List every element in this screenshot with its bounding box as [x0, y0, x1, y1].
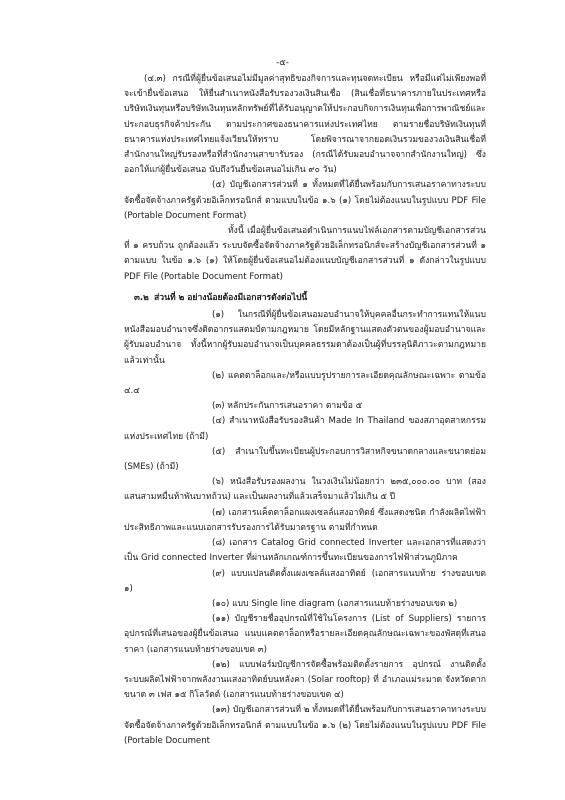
list-item: (๘) เอกสาร Catalog Grid connected Inverter และเอกสารที่แสดงว่าเป็น Grid connected Inverter ที่ผ่านหลักเกณฑ์การขึ้นทะเบียนของการไฟฟ้าส่วนภูมิภาค: [124, 538, 486, 564]
paragraph-5: (๕) บัญชีเอกสารส่วนที่ ๑ ทั้งหมดที่ได้ยื่นพร้อมกับการเสนอราคาทางระบบจัดซื้อจัดจ้างภาครัฐด้วยอิเล็กทรอนิกส์ ตามแบบในข้อ ๑.๖ (๑) โดยไม่ต้องแนบในรูปแบบ PDF File (Portable Document Format): [124, 180, 486, 221]
page-number: -๕-: [276, 58, 289, 68]
section-number: ๓.๒: [134, 292, 149, 303]
list-item: (๗) เอกสารแค็ตตาล็อกแผงเซลล์แสงอาทิตย์ ซึ่งแสดงชนิด กำลังผลิตไฟฟ้าประสิทธิภาพและแนบเอกสารรับรองการได้รับมาตรฐาน ตามที่กำหนด: [124, 507, 486, 533]
list-item: (๑๓) บัญชีเอกสารส่วนที่ ๒ ทั้งหมดที่ได้ยื่นพร้อมกับการเสนอราคาทางระบบจัดซื้อจัดจ้างภาครัฐด้วยอิเล็กทรอนิกส์ ตามแบบในข้อ ๑.๖ (๒) โดยไม่ต้องแนบในรูปแบบ PDF File (Portable Document: [124, 705, 486, 746]
list-item: (๑๒) แบบฟอร์มบัญชีการจัดซื้อพร้อมติดตั้งรายการ อุปกรณ์ งานติดตั้งระบบผลิตไฟฟ้าจากพลังงานแสงอาทิตย์บนหลังคา (Solar rooftop) ที่ อำเภอแม่ระมาด จังหวัดตาก ขนาด ๓ เฟส ๑๕ กิโลวัตต์ (เอกสารแนบท้ายร่างขอบเขต ๔): [124, 659, 486, 701]
document-body: [124, 72, 486, 749]
section-title: ส่วนที่ ๒ อย่างน้อยต้องมีเอกสารดังต่อไปนี้: [154, 292, 308, 303]
list-item: (๑๑) บัญชีรายชื่ออุปกรณ์ที่ใช้ในโครงการ (List of Suppliers) รายการอุปกรณ์ที่เสนอของผู้ยื่นข้อเสนอ แนบแคตตาล็อกหรือรายละเอียดคุณลักษณะเฉพาะของพัสดุที่เสนอราคา (เอกสารแนบท้ายร่างขอบเขต ๓): [124, 614, 486, 655]
paragraph-4-3: (๔.๓) กรณีที่ผู้ยื่นข้อเสนอไม่มีมูลค่าสุทธิของกิจการและทุนจดทะเบียน หรือมีแต่ไม่เพียงพอที่จะเข้ายื่นข้อเสนอ ให้ยื่นสำเนาหนังสือรับรองวงเงินสินเชื่อ (สินเชื่อที่ธนาคารภายในประเทศหรือบริษัทเงินทุนหรือบริษัทเงินทุนหลักทรัพย์ที่ได้รับอนุญาตให้ประกอบกิจการเงินทุนเพื่อการพาณิชย์และประกอบธุรกิจค้าประกัน ตามประกาศของธนาคารแห่งประเทศไทย ตามรายชื่อบริษัทเงินทุนที่ธนาคารแห่งประเทศไทยแจ้งเวียนให้ทราบ โดยพิจารณาจากยอดเงินรวมของวงเงินสินเชื่อที่สำนักงานใหญ่รับรองหรือที่สำนักงานสาขารับรอง (กรณีได้รับมอบอำนาจจากสำนักงานใหญ่) ซึ่งออกให้แก่ผู้ยื่นข้อเสนอ นับถึงวันยื่นข้อเสนอไม่เกิน ๙๐ วัน): [124, 74, 486, 176]
section-heading: [124, 291, 486, 306]
list-item: (๑) ในกรณีที่ผู้ยื่นข้อเสนอมอบอำนาจให้บุคคลอื่นกระทำการแทนให้แนบหนังสือมอบอำนาจซึ่งติดอากรแสตมป์ตามกฎหมาย โดยมีหลักฐานแสดงตัวตนของผู้มอบอำนาจและผู้รับมอบอำนาจ ทั้งนี้หากผู้รับมอบอำนาจเป็นบุคคลธรรมดาต้องเป็นผู้ที่บรรลุนิติภาวะตามกฎหมายแล้วเท่านั้น: [124, 310, 486, 366]
list-item: (๓) หลักประกันการเสนอราคา ตามข้อ ๕: [212, 401, 363, 412]
list-item: (๖) หนังสือรับรองผลงาน ในวงเงินไม่น้อยกว่า ๒๓๕,๐๐๐.๐๐ บาท (สองแสนสามหมื่นห้าพันบาทถ้วน) และเป็นผลงานที่แล้วเสร็จมาแล้วไม่เกิน ๕ ปี: [124, 477, 486, 503]
paragraph-note: ทั้งนี้ เมื่อผู้ยื่นข้อเสนอดำเนินการแนบไฟล์เอกสารตามบัญชีเอกสารส่วนที่ ๑ ครบถ้วน ถูกต้องแล้ว ระบบจัดซื้อจัดจ้างภาครัฐด้วยอิเล็กทรอนิกส์จะสร้างบัญชีเอกสารส่วนที่ ๑ ตามแบบ ในข้อ ๑.๖ (๑) ให้โดยผู้ยื่นข้อเสนอไม่ต้องแนบบัญชีเอกสารส่วนที่ ๑ ดังกล่าวในรูปแบบ PDF File (Portable Document Format): [124, 226, 486, 282]
list-item: (๙) แบบแปลนติดตั้งแผงเซลล์แสงอาทิตย์ (เอกสารแนบท้าย ร่างขอบเขต ๑): [124, 568, 486, 594]
list-item: (๑๐) แบบ Single line diagram (เอกสารแนบท้ายร่างขอบเขต ๒): [212, 598, 458, 609]
list-item: (๕) สำเนาใบขึ้นทะเบียนผู้ประกอบการวิสาหกิจขนาดกลางและขนาดย่อม (SMEs) (ถ้ามี): [124, 446, 486, 473]
list-item: (๒) แคตตาล็อกและ/หรือแบบรูปรายการละเอียดคุณลักษณะเฉพาะ ตามข้อ ๔.๔: [124, 370, 486, 397]
list-item: (๔) สำเนาหนังสือรับรองสินค้า Made In Thailand ของสภาอุตสาหกรรมแห่งประเทศไทย (ถ้ามี): [124, 416, 486, 442]
